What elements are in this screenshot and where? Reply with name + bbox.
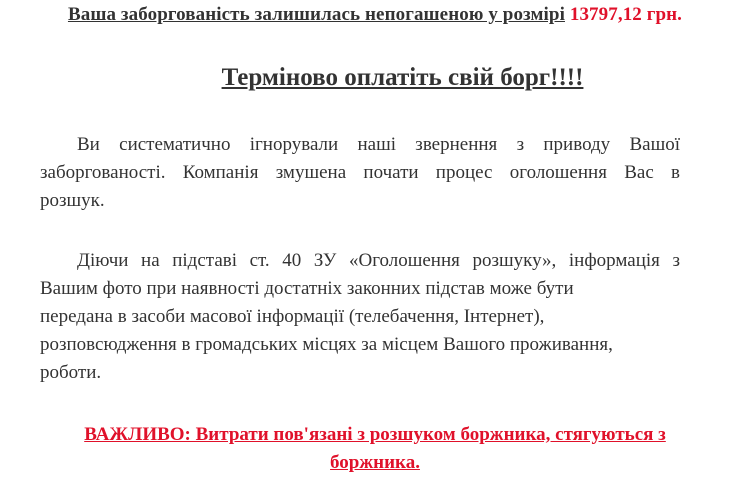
important-warning [0,421,750,477]
debt-amount: 13797,12 грн. [569,4,683,25]
paragraph-line: передана в засоби масової інформації (телебачення, Інтернет), [40,306,545,327]
debt-notice-line [0,4,750,26]
paragraph-line: Вашим фото при наявності достатніх законних підстав може бути [40,278,574,299]
paragraph-ignored-requests [40,131,680,215]
paragraph-line: Ви систематично ігнорували наші звернення з приводу Вашої [77,134,680,155]
paragraph-line: заборгованості. Компанія змушена почати процес оголошення Вас в [40,162,680,183]
warning-line: боржника. [330,452,420,473]
debt-label: Ваша заборгованість залишилась непогашеною у розмірі [67,4,565,25]
paragraph-line: роботи. [40,362,102,383]
paragraph-line: розшук. [40,190,105,211]
warning-line: ВАЖЛИВО: Витрати пов'язані з розшуком боржника, стягуються з [84,424,666,445]
page-headline: Терміново оплатіть свій борг!!!! [221,64,584,91]
paragraph-line: розповсюдження в громадських місцях за місцем Вашого проживання, [40,334,613,355]
paragraph-legal-basis [40,247,680,387]
paragraph-line: Діючи на підставі ст. 40 ЗУ «Оголошення розшуку», інформація з [77,250,680,271]
